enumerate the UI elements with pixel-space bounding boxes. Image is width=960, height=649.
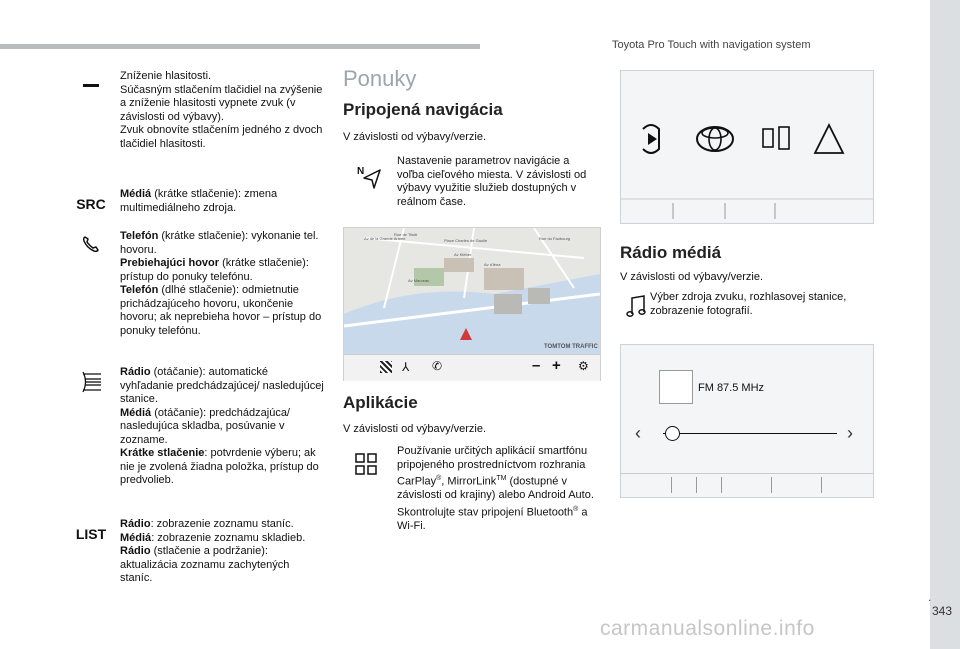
src-icon: SRC bbox=[76, 196, 106, 212]
station-artwork bbox=[659, 370, 693, 404]
zoom-out-icon[interactable]: – bbox=[532, 357, 541, 374]
row-text: Rádio: zobrazenie zoznamu staníc. Médiá: zobrazenie zoznamu skladieb. Rádio (stlačenie a podržanie): aktualizácia zoznamu zachytených staníc. bbox=[120, 518, 306, 584]
apps-grid-icon bbox=[354, 452, 378, 476]
map-screen[interactable] bbox=[343, 227, 601, 381]
minus-icon bbox=[83, 84, 99, 87]
section-title: Ponuky bbox=[343, 66, 417, 91]
tab-divider bbox=[771, 477, 772, 493]
apps-availability: V závislosti od výbavy/verzie. bbox=[343, 423, 487, 435]
row-text: Telefón (krátke stlačenie): vykonanie tel. hovoru. Prebiehajúci hovor (krátke stlačenie): prístup do ponuky telefónu. Telefón (dlhé stlačenie): odmietnutie prichádzajúceho hovoru, ukončenie hovoru; ak neprebieha hovor – prístup do ponuky telefónu. bbox=[120, 230, 322, 337]
zoom-in-icon[interactable]: + bbox=[552, 357, 561, 374]
screen-divider bbox=[621, 473, 873, 474]
row-text: Zníženie hlasitosti. Súčasným stlačením tlačidiel na zvýšenie a zníženie hlasitosti vypnete zvuk (v závislosti od výbavy). Zvuk obnovíte stlačením jedného z dvoch tlačidiel hlasitosti. bbox=[120, 70, 323, 150]
radio-heading: Rádio médiá bbox=[620, 243, 722, 262]
page-number: 343 bbox=[932, 604, 953, 618]
navigation-arrow-icon bbox=[356, 164, 382, 190]
tab-divider bbox=[671, 477, 672, 493]
row-wheel bbox=[62, 366, 324, 488]
page-header: Toyota Pro Touch with navigation system bbox=[612, 39, 811, 51]
home-icons bbox=[621, 71, 873, 223]
home-screen[interactable] bbox=[620, 70, 874, 224]
frequency-slider[interactable] bbox=[663, 433, 837, 434]
page-side-tab bbox=[930, 0, 960, 649]
nav-heading: Pripojená navigácia bbox=[343, 100, 503, 119]
row-list bbox=[62, 518, 324, 586]
warning-icon bbox=[815, 125, 843, 153]
svg-text:TOMTOM TRAFFIC: TOMTOM TRAFFIC bbox=[544, 344, 598, 350]
svg-text:Av d'Iéna: Av d'Iéna bbox=[484, 262, 501, 267]
svg-text:N: N bbox=[357, 166, 365, 177]
svg-text:Rue du Faubourg: Rue du Faubourg bbox=[539, 236, 571, 241]
music-note-icon bbox=[626, 294, 648, 318]
row-src bbox=[62, 188, 324, 215]
radio-description: Výber zdroja zvuku, rozhlasovej stanice, zobrazenie fotografií. bbox=[650, 291, 847, 317]
map-toolbar bbox=[344, 354, 600, 381]
frequency-slider-handle[interactable] bbox=[665, 426, 680, 441]
svg-text:Av Kléber: Av Kléber bbox=[454, 252, 472, 257]
map-view[interactable] bbox=[344, 228, 600, 354]
radio-screen[interactable] bbox=[620, 344, 874, 498]
watermark: carmanualsonline.info bbox=[600, 617, 815, 640]
tab-divider bbox=[696, 477, 697, 493]
end-marker: . bbox=[928, 590, 932, 604]
nav-description: Nastavenie parametrov navigácie a voľba cieľového miesta. V závislosti od výbavy využitie služieb dostupných v reálnom čase. bbox=[397, 155, 587, 208]
poi-icon[interactable]: ⅄ bbox=[402, 360, 410, 374]
flag-icon[interactable] bbox=[380, 361, 392, 373]
svg-text:Av de la Grande Armée: Av de la Grande Armée bbox=[364, 236, 406, 241]
svg-text:Rue de Tilsitt: Rue de Tilsitt bbox=[394, 232, 418, 237]
row-volume-down bbox=[62, 70, 324, 151]
apps-heading: Aplikácie bbox=[343, 393, 418, 412]
apps-description: Používanie určitých aplikácií smartfónu pripojeného prostredníctvom rozhrania CarPlay®, MirrorLink™ (dostupné v závislosti od krajiny) alebo Android Auto. Skontrolujte stav pripojení Bluetooth® a Wi-Fi. bbox=[397, 445, 594, 532]
next-station-icon[interactable]: › bbox=[847, 423, 853, 443]
prev-station-icon[interactable]: ‹ bbox=[635, 423, 641, 443]
row-phone bbox=[62, 230, 324, 338]
settings-icon[interactable]: ⚙ bbox=[578, 359, 589, 373]
phone-small-icon[interactable]: ✆ bbox=[432, 359, 443, 373]
tab-divider bbox=[721, 477, 722, 493]
svg-text:Av Marceau: Av Marceau bbox=[408, 278, 430, 283]
row-text: Médiá (krátke stlačenie): zmena multimediálneho zdroja. bbox=[120, 188, 278, 214]
list-icon: LIST bbox=[75, 526, 107, 542]
fm-frequency: FM 87.5 MHz bbox=[698, 382, 765, 394]
list-wheel-icon bbox=[79, 370, 103, 394]
svg-text:Place Charles de Gaulle: Place Charles de Gaulle bbox=[444, 238, 488, 243]
header-bar bbox=[0, 44, 480, 49]
row-text: Rádio (otáčanie): automatické vyhľadanie predchádzajúcej/ nasledujúcej stanice. Médiá (otáčanie): predchádzajúca/ nasledujúca skladba, posúvanie v zozname. Krátke stlačenie: potvrdenie výberu; ak nie je zvolená žiadna položka, prístup do predvolieb. bbox=[120, 366, 324, 486]
tab-divider bbox=[821, 477, 822, 493]
mirror-screen-icon bbox=[763, 129, 773, 147]
nav-availability: V závislosti od výbavy/verzie. bbox=[343, 131, 487, 143]
phone-icon bbox=[81, 234, 101, 254]
radio-availability: V závislosti od výbavy/verzie. bbox=[620, 271, 764, 283]
